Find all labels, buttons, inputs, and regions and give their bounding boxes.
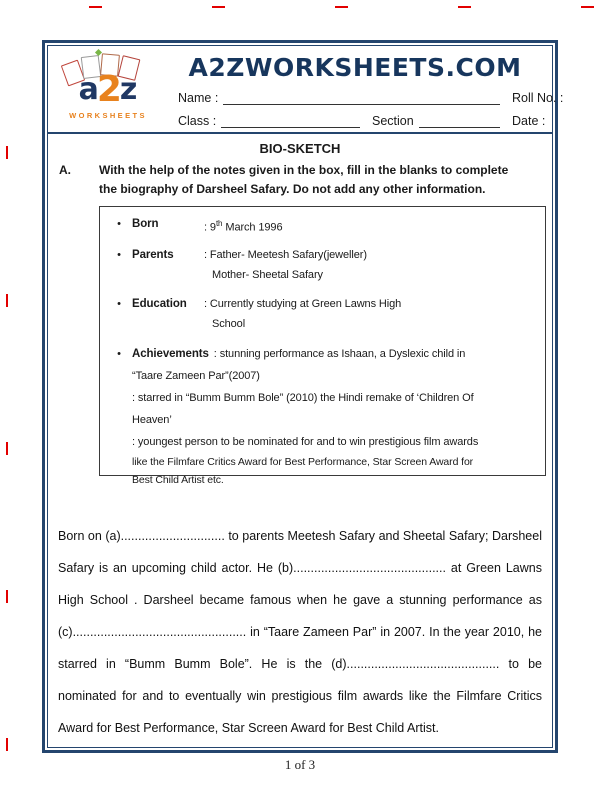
bullet-icon: • — [117, 297, 121, 310]
name-blank-line — [223, 90, 500, 105]
name-field-group — [178, 90, 500, 105]
bullet-icon: • — [117, 248, 121, 261]
bullet-icon: • — [117, 347, 121, 360]
date-field-group — [512, 113, 546, 128]
header — [48, 46, 564, 134]
class-blank-line — [221, 113, 360, 128]
name-label: Name : — [178, 91, 219, 105]
logo-text: a2z — [78, 69, 138, 110]
crop-mark — [89, 6, 102, 8]
logo-caption: WORKSHEETS — [69, 111, 147, 120]
class-field-group — [178, 113, 360, 128]
crop-mark — [458, 6, 471, 8]
note-parents — [106, 245, 537, 285]
crop-mark — [581, 6, 594, 8]
crop-mark — [212, 6, 225, 8]
note-achievements-label: Achievements — [132, 347, 209, 360]
field-row-1 — [166, 90, 564, 105]
note-achievements: • Achievements : stunning performance as Ishaan, a Dyslexic child in “Taare Zameen Par”(2007) : starred in “Bumm Bumm Bole” (2010) the Hindi remake of ‘Children Of Heaven’ : youngest person to be nominated for and to win prestigious film awards like the Filmfare Critics Award for Best Performance, Star Screen Award for Best Child Artist etc. — [106, 343, 537, 489]
site-title: A2ZWORKSHEETS.COM — [188, 53, 522, 82]
page-number: 1 of 3 — [284, 757, 316, 772]
header-right — [164, 51, 564, 128]
note-education — [106, 294, 537, 334]
instruction — [57, 161, 543, 199]
note-born-value: : 9th March 1996 — [204, 219, 283, 234]
section-blank-line — [419, 113, 500, 128]
crop-mark — [6, 590, 8, 603]
page-frame-inner — [47, 45, 564, 748]
class-label: Class : — [178, 114, 217, 128]
note-born-label: Born — [132, 218, 159, 230]
crop-mark — [6, 146, 8, 159]
notes-box — [99, 206, 546, 486]
roll-field-group — [512, 90, 564, 105]
fill-in-paragraph: Born on (a).............................. to parents Meetesh Safary and Sheetal Safary; Darsheel Safary is an upcoming child actor. He (b)............................................ at Green Lawns High School . Darsheel became famous when he gave a stunning performance as (c).................................................. in “Taare Zameen Par” in 2007. In the year 2010, he starred in “Bumm Bumm Bole”. He is the (d)............................................ to be nominated for and to eventually win prestigious film awards like the Filmfare Critics Award for Best Performance, Star Screen Award for Best Child Artist. — [58, 529, 542, 735]
bullet-icon: • — [117, 218, 121, 230]
a2z-logo — [52, 51, 164, 126]
section-letter: A. — [59, 163, 71, 177]
note-education-value: : Currently studying at Green Lawns High School — [204, 297, 402, 330]
roll-label: Roll No. : — [512, 91, 564, 105]
note-education-label: Education — [132, 297, 187, 310]
note-parents-value: : Father- Meetesh Safary(jeweller) Mother- Sheetal Safary — [204, 248, 367, 281]
field-row-2 — [166, 113, 544, 128]
crop-mark — [335, 6, 348, 8]
date-label: Date : — [512, 114, 546, 128]
section-field-group — [372, 113, 500, 128]
instruction-text: With the help of the notes given in the box, fill in the blanks to complete the biography of Darsheel Safary. Do not add any other information. — [99, 163, 509, 196]
crop-mark — [6, 294, 8, 307]
note-born — [106, 214, 537, 238]
worksheet-body — [48, 134, 552, 747]
crop-mark — [6, 442, 8, 455]
page-frame — [42, 40, 564, 753]
worksheet-title: BIO-SKETCH — [259, 141, 341, 156]
note-parents-label: Parents — [132, 248, 174, 261]
crop-mark — [6, 738, 8, 751]
section-label: Section — [372, 114, 414, 128]
